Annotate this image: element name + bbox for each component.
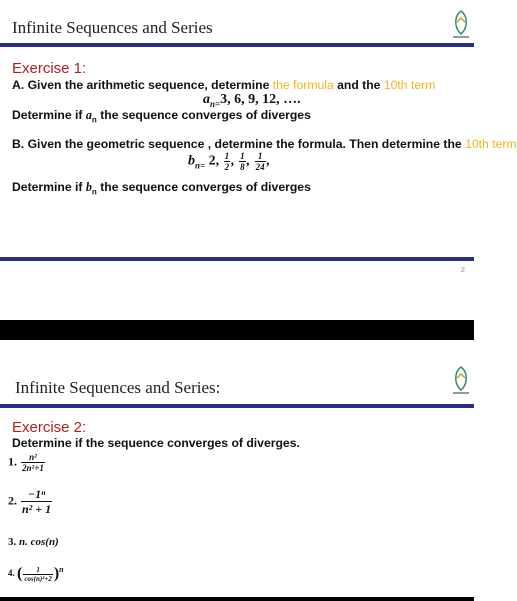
fraction-2 [239,151,246,172]
sequence-item-3 [8,536,59,548]
fraction-1-den: 2 [224,162,230,172]
title-divider [0,43,474,47]
fraction-2-den: 8 [240,162,245,172]
question-a-text: A. Given the arithmetic sequence, determine [12,78,270,92]
determine-a [12,108,311,124]
determine-b-rest: the sequence converges of diverges [100,180,311,194]
determine-b-label: Determine if [12,180,83,194]
item-4-rparen: ) [53,565,60,582]
geometric-sequence: $b_{n=}$ 2, $\frac{1}{2}$ , $\frac{1}{8}$ , $\frac{1}{24}$ , [188,151,271,172]
item-4-num: 1 [23,566,52,575]
highlight-formula: the formula [272,78,334,92]
item-3-label: 3. [8,536,17,548]
seq-var: a [203,92,210,107]
fraction-3-den: 24 [255,162,265,172]
item-4-den: cos(n)²+2 [24,574,52,583]
item-2-fraction [21,487,52,516]
exercise-heading-2: Exercise 2: [12,419,87,436]
question-a [12,78,435,92]
seq-b-var: b [188,153,195,169]
fraction-3-num: 1 [255,151,266,162]
question-b-text: B. Given the geometric sequence , determine the formula. Then determine the [12,137,462,151]
determine-a-var: a [85,108,92,122]
footer-divider [0,257,474,261]
question-b [12,137,517,151]
item-2-label: 2. [8,493,17,508]
seq-b-first: 2, [208,153,220,169]
sequence-item-1 [8,452,46,473]
arithmetic-sequence [203,92,301,109]
item-4-fraction [23,566,52,583]
slide-2 [0,340,474,601]
fraction-2-num: 1 [240,151,245,161]
determine-b-var: b [85,180,92,194]
university-logo-icon [450,364,472,398]
item-4-exponent: n [59,565,64,575]
item-1-den: 2n²+1 [22,463,44,473]
item-4-label: 4. [8,568,15,579]
highlight-10th-term: 10th term [383,78,436,92]
exercise-heading: Exercise 1: [12,60,87,77]
instruction: Determine if the sequence converges of diverges. [12,436,300,450]
seq-b-sub: n= [195,160,206,171]
seq-terms: 3, 6, 9, 12, …. [220,92,301,107]
item-2-num: −1ⁿ [21,487,52,502]
item-1-num: n² [21,452,45,463]
slide-gap [0,320,474,340]
page-title: Infinite Sequences and Series [12,18,213,37]
determine-a-rest: the sequence converges of diverges [100,108,311,122]
bottom-band [0,597,474,601]
determine-b-sub: n [91,187,97,197]
fraction-1 [224,151,231,172]
fraction-1-num: 1 [224,151,230,161]
item-3-expr: n. cos(n) [19,536,59,548]
slide-1 [0,0,517,274]
fraction-3 [255,151,266,172]
university-logo-icon [450,8,472,42]
determine-b [12,180,311,196]
determine-a-sub: n [91,115,97,125]
item-1-label: 1. [8,454,17,469]
item-2-den: n² + 1 [22,502,52,516]
seq-sub: n= [210,98,221,109]
question-a-and: and the [337,78,381,92]
item-1-fraction [21,452,45,473]
item-4-lparen: ( [17,565,23,582]
title-divider-2 [0,404,474,408]
sequence-item-4 [8,565,64,583]
highlight-b-10th-term: 10th term [465,137,517,151]
determine-a-label: Determine if [12,108,83,122]
page-title-2: Infinite Sequences and Series: [15,378,221,397]
sequence-item-2 [8,487,53,516]
page-number: 2 [461,267,465,274]
